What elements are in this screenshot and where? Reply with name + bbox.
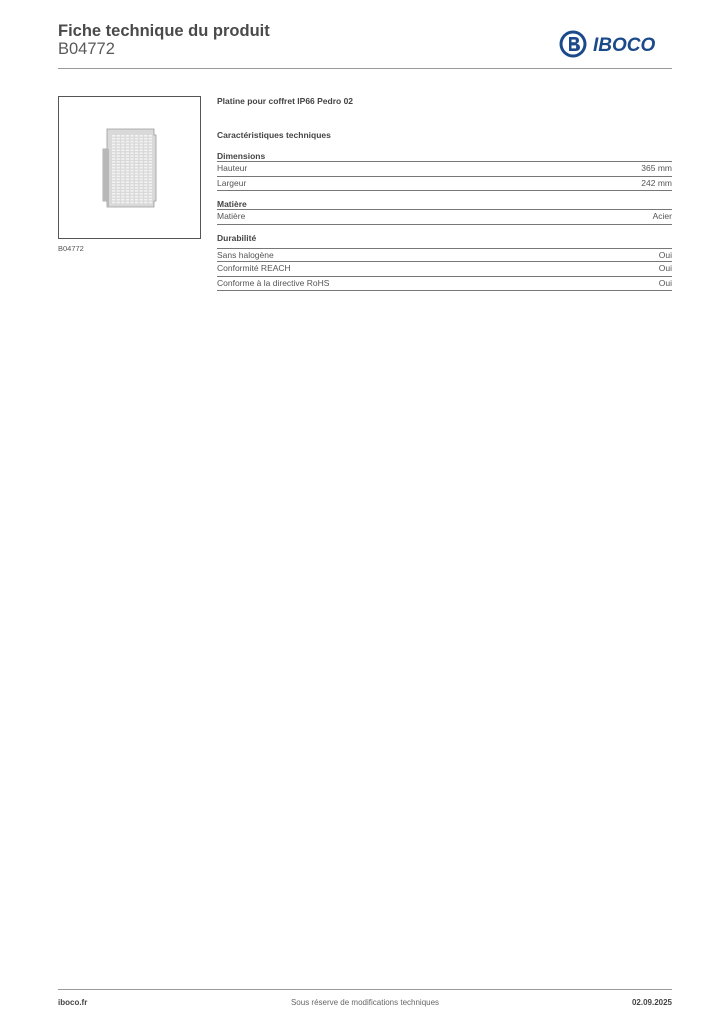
plate-perforation — [117, 181, 120, 183]
plate-perforation — [149, 135, 152, 137]
plate-perforation — [135, 164, 138, 166]
plate-perforation — [144, 135, 147, 137]
plate-perforation — [135, 161, 138, 163]
plate-perforation — [121, 181, 124, 183]
spec-value: Oui — [658, 249, 672, 260]
plate-perforation — [144, 202, 147, 204]
plate-perforation — [149, 147, 152, 149]
plate-perforation — [126, 138, 129, 140]
plate-perforation — [149, 170, 152, 172]
plate-perforation — [149, 176, 152, 178]
plate-perforation — [117, 152, 120, 154]
plate-perforation — [121, 144, 124, 146]
plate-perforation — [117, 155, 120, 157]
plate-perforation — [117, 147, 120, 149]
plate-perforation — [117, 158, 120, 160]
group-title: Matière — [217, 199, 672, 210]
plate-perforation — [135, 187, 138, 189]
plate-perforation — [130, 196, 133, 198]
plate-perforation — [121, 196, 124, 198]
plate-perforation — [135, 199, 138, 201]
plate-perforation — [144, 190, 147, 192]
plate-perforation — [140, 187, 143, 189]
spec-label: Conforme à la directive RoHS — [217, 277, 330, 288]
plate-perforation — [126, 196, 129, 198]
plate-perforation — [121, 147, 124, 149]
plate-perforation — [126, 152, 129, 154]
plate-perforation — [117, 150, 120, 152]
plate-perforation — [144, 158, 147, 160]
mounting-plate-illustration — [59, 97, 200, 238]
plate-perforation — [117, 173, 120, 175]
plate-perforation — [144, 170, 147, 172]
plate-perforation — [140, 173, 143, 175]
plate-perforation — [121, 202, 124, 204]
plate-perforation — [149, 199, 152, 201]
plate-perforation — [112, 190, 115, 192]
plate-perforation — [112, 164, 115, 166]
plate-perforation — [121, 179, 124, 181]
plate-perforation — [149, 141, 152, 143]
plate-perforation — [112, 179, 115, 181]
plate-perforation — [135, 135, 138, 137]
page-footer — [58, 998, 672, 1010]
plate-perforation — [126, 187, 129, 189]
plate-perforation — [149, 167, 152, 169]
plate-perforation — [112, 181, 115, 183]
plate-perforation — [135, 155, 138, 157]
plate-perforation — [112, 202, 115, 204]
plate-perforation — [149, 190, 152, 192]
plate-perforation — [117, 167, 120, 169]
plate-perforation — [130, 138, 133, 140]
plate-perforation — [130, 176, 133, 178]
plate-perforation — [140, 141, 143, 143]
plate-perforation — [144, 147, 147, 149]
plate-perforation — [144, 199, 147, 201]
spec-group-dimensions — [217, 151, 672, 191]
plate-perforation — [140, 176, 143, 178]
plate-perforation — [112, 152, 115, 154]
spec-label: Sans halogène — [217, 249, 274, 260]
plate-perforation — [112, 167, 115, 169]
plate-perforation — [130, 152, 133, 154]
plate-perforation — [144, 152, 147, 154]
plate-perforation — [140, 164, 143, 166]
plate-perforation — [121, 150, 124, 152]
footer-note: Sous réserve de modifications techniques — [290, 998, 440, 1007]
plate-perforation — [130, 135, 133, 137]
plate-perforation — [140, 170, 143, 172]
header-divider — [58, 68, 672, 69]
plate-perforation — [140, 150, 143, 152]
spec-value: 365 mm — [641, 163, 672, 173]
spec-value: Acier — [652, 211, 672, 221]
plate-perforation — [112, 135, 115, 137]
plate-perforation — [117, 144, 120, 146]
plate-perforation — [140, 184, 143, 186]
plate-perforation — [126, 199, 129, 201]
plate-perforation — [126, 141, 129, 143]
plate-perforation — [126, 158, 129, 160]
spec-row — [217, 277, 672, 292]
plate-perforation — [135, 170, 138, 172]
plate-perforation — [144, 187, 147, 189]
spec-value: Oui — [658, 277, 672, 288]
spec-group-material — [217, 199, 672, 225]
plate-perforation — [121, 141, 124, 143]
plate-perforation — [112, 155, 115, 157]
plate-perforation — [149, 173, 152, 175]
plate-perforation — [144, 167, 147, 169]
document-title: Fiche technique du produit — [58, 22, 270, 40]
plate-perforation — [149, 150, 152, 152]
spec-row — [217, 177, 672, 192]
group-title: Durabilité — [217, 232, 257, 243]
plate-perforation — [126, 161, 129, 163]
plate-perforation — [121, 170, 124, 172]
footer-website: iboco.fr — [58, 998, 88, 1007]
plate-perforation — [135, 193, 138, 195]
plate-perforation — [144, 193, 147, 195]
plate-perforation — [126, 164, 129, 166]
image-caption: B04772 — [58, 244, 84, 253]
plate-perforation — [126, 155, 129, 157]
plate-perforation — [112, 196, 115, 198]
plate-perforation — [144, 155, 147, 157]
plate-perforation — [140, 196, 143, 198]
plate-perforation — [112, 141, 115, 143]
plate-perforation — [117, 161, 120, 163]
spec-label: Conformité REACH — [217, 263, 291, 273]
plate-perforation — [135, 179, 138, 181]
plate-perforation — [144, 173, 147, 175]
plate-perforation — [144, 164, 147, 166]
spec-label: Hauteur — [217, 163, 248, 173]
plate-perforation — [135, 196, 138, 198]
plate-perforation — [121, 187, 124, 189]
plate-perforation — [135, 144, 138, 146]
plate-perforation — [130, 144, 133, 146]
plate-perforation — [135, 152, 138, 154]
plate-perforation — [149, 184, 152, 186]
plate-perforation — [130, 193, 133, 195]
plate-perforation — [117, 190, 120, 192]
spec-label: Largeur — [217, 177, 247, 188]
plate-perforation — [126, 184, 129, 186]
plate-perforation — [130, 173, 133, 175]
plate-perforation — [112, 187, 115, 189]
plate-perforation — [140, 161, 143, 163]
plate-perforation — [149, 138, 152, 140]
plate-perforation — [121, 190, 124, 192]
plate-perforation — [117, 193, 120, 195]
plate-perforation — [112, 150, 115, 152]
product-name: Platine pour coffret IP66 Pedro 02 — [217, 96, 354, 106]
plate-perforation — [130, 155, 133, 157]
plate-perforation — [130, 164, 133, 166]
plate-perforation — [140, 181, 143, 183]
page-header — [58, 22, 672, 70]
spec-label: Matière — [217, 211, 246, 221]
plate-perforation — [149, 155, 152, 157]
plate-perforation — [135, 176, 138, 178]
plate-perforation — [130, 170, 133, 172]
group-title: Dimensions — [217, 151, 672, 162]
plate-perforation — [112, 158, 115, 160]
plate-perforation — [126, 190, 129, 192]
plate-perforation — [117, 199, 120, 201]
plate-perforation — [112, 144, 115, 146]
plate-perforation — [149, 144, 152, 146]
plate-perforation — [140, 155, 143, 157]
plate-perforation — [140, 135, 143, 137]
plate-perforation — [117, 164, 120, 166]
plate-perforation — [149, 202, 152, 204]
plate-perforation — [121, 199, 124, 201]
plate-perforation — [117, 196, 120, 198]
plate-perforation — [140, 147, 143, 149]
plate-perforation — [149, 152, 152, 154]
plate-perforation — [140, 144, 143, 146]
plate-perforation — [144, 144, 147, 146]
plate-perforation — [117, 179, 120, 181]
spec-row — [217, 248, 672, 263]
plate-perforation — [130, 179, 133, 181]
plate-perforation — [144, 196, 147, 198]
plate-perforation — [112, 147, 115, 149]
plate-perforation — [117, 187, 120, 189]
plate-perforation — [144, 141, 147, 143]
spec-value: 242 mm — [641, 177, 672, 188]
plate-perforation — [126, 179, 129, 181]
plate-perforation — [130, 167, 133, 169]
plate-perforation — [121, 173, 124, 175]
plate-perforation — [135, 147, 138, 149]
plate-perforation — [140, 202, 143, 204]
plate-perforation — [121, 155, 124, 157]
footer-date: 02.09.2025 — [631, 998, 672, 1007]
plate-perforation — [121, 176, 124, 178]
plate-perforation — [126, 150, 129, 152]
plate-perforation — [126, 181, 129, 183]
plate-perforation — [126, 202, 129, 204]
logo-wordmark: IBOCO — [593, 35, 656, 56]
plate-perforation — [117, 135, 120, 137]
plate-perforation — [140, 152, 143, 154]
plate-perforation — [144, 161, 147, 163]
plate-perforation — [130, 190, 133, 192]
product-code: B04772 — [58, 40, 115, 58]
plate-perforation — [140, 138, 143, 140]
plate-perforation — [140, 199, 143, 201]
plate-perforation — [130, 199, 133, 201]
spec-row — [217, 210, 672, 225]
plate-perforation — [117, 141, 120, 143]
plate-perforation — [149, 181, 152, 183]
footer-divider — [58, 989, 672, 990]
plate-perforation — [140, 179, 143, 181]
plate-perforation — [140, 167, 143, 169]
plate-perforation — [112, 170, 115, 172]
plate-perforation — [112, 184, 115, 186]
plate-perforation — [135, 158, 138, 160]
plate-perforation — [121, 138, 124, 140]
plate-perforation — [126, 147, 129, 149]
plate-perforation — [117, 138, 120, 140]
plate-perforation — [121, 161, 124, 163]
spec-row — [217, 162, 672, 177]
plate-perforation — [126, 173, 129, 175]
spec-row — [217, 262, 672, 277]
specifications-panel — [217, 95, 672, 291]
spec-group-durability — [217, 233, 672, 292]
plate-perforation — [112, 173, 115, 175]
plate-perforation — [135, 138, 138, 140]
plate-perforation — [121, 184, 124, 186]
plate-perforation — [135, 202, 138, 204]
plate-perforation — [121, 158, 124, 160]
plate-perforation — [117, 202, 120, 204]
plate-perforation — [144, 150, 147, 152]
plate-perforation — [144, 179, 147, 181]
plate-perforation — [121, 152, 124, 154]
plate-perforation — [144, 184, 147, 186]
plate-perforation — [130, 161, 133, 163]
plate-perforation — [130, 150, 133, 152]
plate-perforation — [149, 187, 152, 189]
plate-perforation — [149, 193, 152, 195]
plate-perforation — [126, 193, 129, 195]
plate-perforation — [130, 181, 133, 183]
plate-perforation — [130, 141, 133, 143]
plate-perforation — [144, 181, 147, 183]
plate-perforation — [135, 150, 138, 152]
plate-perforation — [126, 144, 129, 146]
iboco-logo — [558, 29, 672, 59]
plate-perforation — [112, 161, 115, 163]
plate-perforation — [126, 170, 129, 172]
plate-perforation — [149, 158, 152, 160]
plate-perforation — [135, 181, 138, 183]
plate-perforation — [135, 141, 138, 143]
plate-perforation — [112, 199, 115, 201]
plate-perforation — [112, 176, 115, 178]
plate-perforation — [121, 135, 124, 137]
plate-perforation — [117, 176, 120, 178]
spec-value: Oui — [658, 263, 672, 273]
plate-perforation — [135, 190, 138, 192]
plate-perforation — [140, 158, 143, 160]
plate-perforation — [121, 167, 124, 169]
product-image — [58, 96, 201, 239]
plate-perforation — [135, 173, 138, 175]
plate-perforation — [112, 193, 115, 195]
plate-perforation — [144, 176, 147, 178]
plate-perforation — [126, 176, 129, 178]
plate-perforation — [121, 164, 124, 166]
section-heading: Caractéristiques techniques — [217, 130, 331, 140]
plate-perforation — [126, 167, 129, 169]
plate-perforation — [144, 138, 147, 140]
plate-perforation — [130, 187, 133, 189]
plate-perforation — [121, 193, 124, 195]
plate-perforation — [130, 184, 133, 186]
plate-perforation — [112, 138, 115, 140]
plate-perforation — [135, 167, 138, 169]
plate-perforation — [117, 184, 120, 186]
plate-perforation — [130, 202, 133, 204]
plate-perforation — [117, 170, 120, 172]
plate-perforation — [149, 164, 152, 166]
plate-perforation — [130, 147, 133, 149]
plate-perforation — [126, 135, 129, 137]
plate-perforation — [149, 196, 152, 198]
plate-perforation — [135, 184, 138, 186]
plate-perforation — [140, 190, 143, 192]
plate-perforation — [149, 161, 152, 163]
plate-perforation — [140, 193, 143, 195]
plate-perforation — [149, 179, 152, 181]
plate-perforation — [130, 158, 133, 160]
